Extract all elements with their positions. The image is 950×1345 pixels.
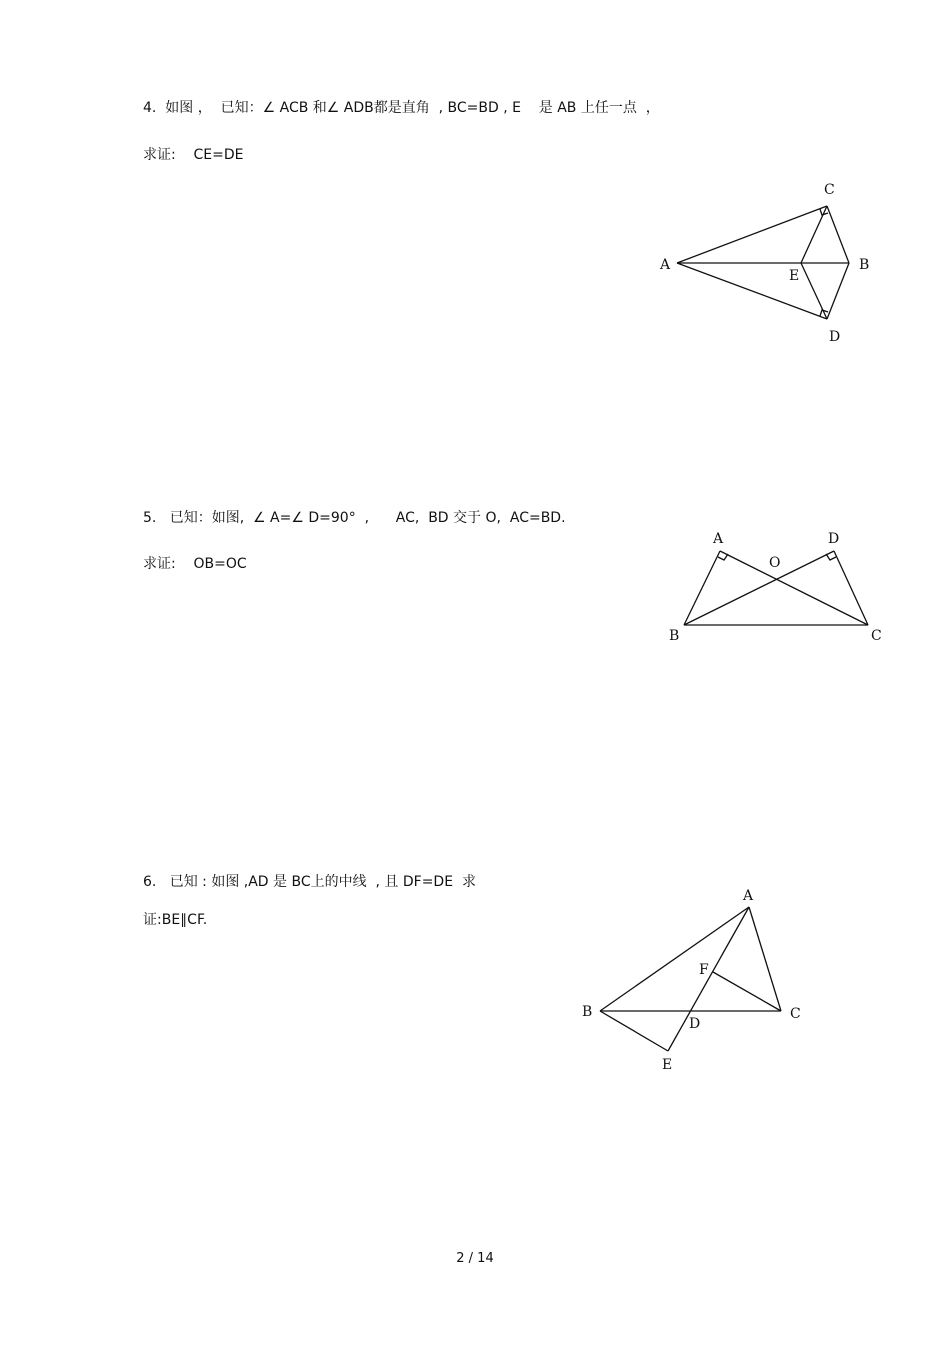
label-E: E bbox=[789, 268, 800, 284]
label-B: B bbox=[582, 1004, 593, 1020]
problem-6-prove: 证:BE∥CF. bbox=[143, 912, 208, 928]
label-A: A bbox=[713, 531, 724, 547]
problem-6-statement: 6. 已知 : 如图 ,AD 是 BC上的中线 , 且 DF=DE 求 bbox=[143, 874, 476, 890]
label-A: A bbox=[743, 888, 754, 904]
label-D: D bbox=[828, 531, 840, 547]
label-C: C bbox=[824, 182, 835, 198]
label-A: A bbox=[660, 257, 671, 273]
label-O: O bbox=[769, 555, 781, 571]
problem-4-prove: 求证: CE=DE bbox=[143, 147, 244, 163]
label-F: F bbox=[699, 962, 709, 978]
label-D: D bbox=[689, 1016, 701, 1032]
problem-5-prove: 求证: OB=OC bbox=[143, 556, 247, 572]
label-B: B bbox=[669, 628, 680, 644]
page-number: 2 / 14 bbox=[456, 1251, 494, 1266]
label-D: D bbox=[829, 329, 841, 345]
problem-4-statement: 4. 如图 ， 已知：∠ ACB 和∠ ADB都是直角 , BC=BD , E 是 AB 上任一点 ， bbox=[143, 100, 660, 116]
figure-problem-5 bbox=[660, 525, 900, 650]
figure-problem-4 bbox=[650, 175, 890, 350]
figure-problem-6 bbox=[575, 880, 815, 1080]
label-C: C bbox=[871, 628, 882, 644]
label-B: B bbox=[859, 257, 870, 273]
label-E: E bbox=[662, 1057, 673, 1073]
problem-5-statement: 5. 已知：如图, ∠ A=∠ D=90° , AC, BD 交于 O, AC=BD. bbox=[143, 510, 566, 526]
label-C: C bbox=[790, 1006, 801, 1022]
